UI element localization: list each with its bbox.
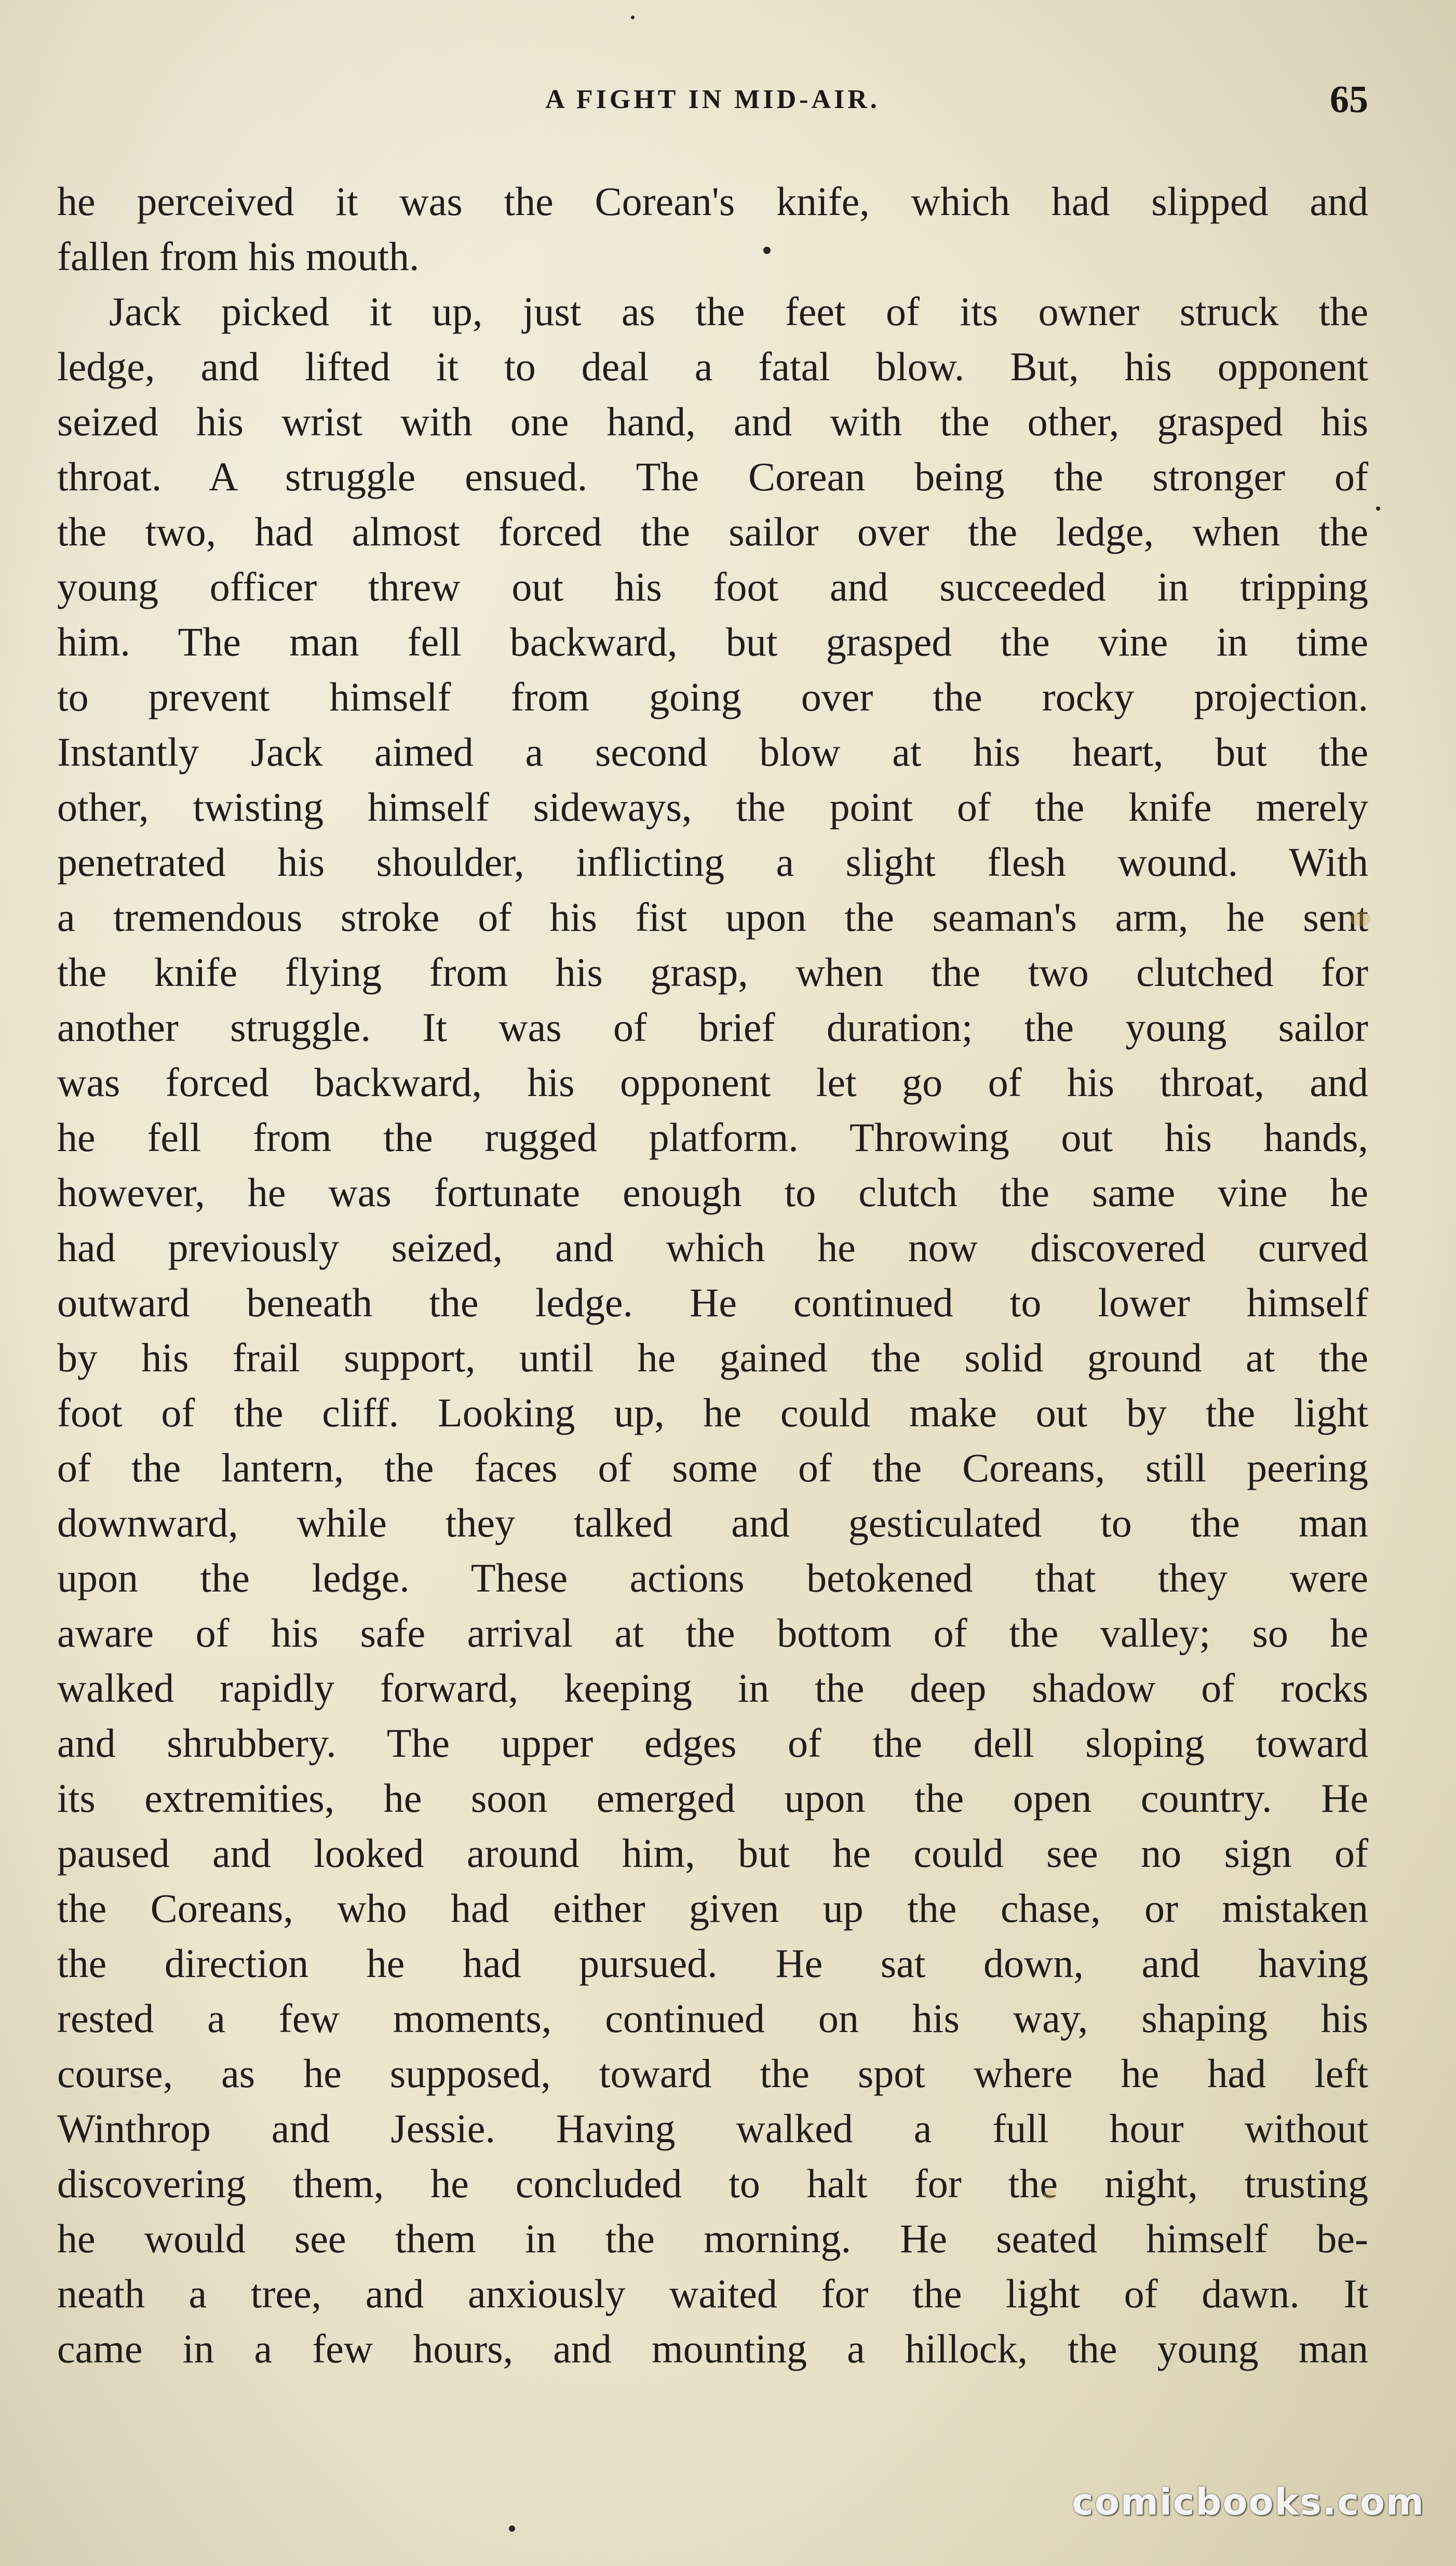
text-line: however, he was fortunate enough to clutch the same vine he <box>57 1170 1368 1215</box>
text-line: fallen from his mouth. <box>57 234 420 279</box>
text-line: walked rapidly forward, keeping in the deep shadow of rocks <box>57 1665 1368 1710</box>
text-line: Winthrop and Jessie. Having walked a full hour without <box>57 2106 1368 2151</box>
text-line: neath a tree, and anxiously waited for the light of dawn. It <box>57 2271 1368 2316</box>
text-line: another struggle. It was of brief duration; the young sailor <box>57 1005 1368 1050</box>
paper-speck <box>1376 506 1380 511</box>
text-line: a tremendous stroke of his fist upon the seaman's arm, he sent <box>57 894 1368 940</box>
paper-foxing <box>1044 2189 1056 2200</box>
text-line: him. The man fell backward, but grasped the vine in time <box>57 619 1368 664</box>
site-watermark: comicbooks.com <box>1072 2481 1425 2523</box>
running-title: A FIGHT IN MID-AIR. <box>545 85 880 114</box>
text-line: rested a few moments, continued on his way, shaping his <box>57 1996 1368 2041</box>
text-line: the Coreans, who had either given up the chase, or mistaken <box>57 1886 1368 1931</box>
paper-speck <box>509 2525 515 2532</box>
text-line: of the lantern, the faces of some of the Coreans, still peering <box>57 1445 1368 1490</box>
text-line: paused and looked around him, but he could see no sign of <box>57 1830 1368 1876</box>
body-text <box>57 174 1368 2376</box>
text-line: discovering them, he concluded to halt for the night, trusting <box>57 2161 1368 2206</box>
text-line: ledge, and lifted it to deal a fatal blow. But, his opponent <box>57 344 1368 389</box>
running-head <box>57 74 1368 131</box>
text-line: to prevent himself from going over the rocky projection. <box>57 674 1368 719</box>
text-line: foot of the cliff. Looking up, he could make out by the light <box>57 1390 1368 1435</box>
text-line: and shrubbery. The upper edges of the dell sloping toward <box>57 1720 1368 1766</box>
text-line: he fell from the rugged platform. Throwing out his hands, <box>57 1115 1368 1160</box>
paper-speck <box>763 247 771 254</box>
text-line: penetrated his shoulder, inflicting a slight flesh wound. With <box>57 839 1368 885</box>
text-line: the knife flying from his grasp, when the two clutched for <box>57 950 1368 995</box>
text-line: its extremities, he soon emerged upon the open country. He <box>57 1775 1368 1821</box>
text-line: by his frail support, until he gained the solid ground at the <box>57 1335 1368 1380</box>
text-line: seized his wrist with one hand, and with the other, grasped his <box>57 399 1368 444</box>
page-number: 65 <box>1330 78 1368 121</box>
text-line: young officer threw out his foot and succeeded in tripping <box>57 564 1368 609</box>
text-line: upon the ledge. These actions betokened that they were <box>57 1555 1368 1600</box>
text-line: Jack picked it up, just as the feet of its owner struck the <box>109 289 1368 334</box>
text-line: throat. A struggle ensued. The Corean being the stronger of <box>57 454 1368 499</box>
text-line: he perceived it was the Corean's knife, which had slipped and <box>57 179 1368 224</box>
text-line: came in a few hours, and mounting a hillock, the young man <box>57 2326 1368 2371</box>
text-line: downward, while they talked and gesticulated to the man <box>57 1500 1368 1545</box>
text-line: aware of his safe arrival at the bottom of the valley; so he <box>57 1610 1368 1655</box>
text-line: course, as he supposed, toward the spot where he had left <box>57 2051 1368 2096</box>
paper-speck <box>631 16 635 19</box>
text-line: was forced backward, his opponent let go of his throat, and <box>57 1060 1368 1105</box>
text-line: the direction he had pursued. He sat down, and having <box>57 1941 1368 1986</box>
text-line: had previously seized, and which he now discovered curved <box>57 1225 1368 1270</box>
text-line: the two, had almost forced the sailor over the ledge, when the <box>57 509 1368 554</box>
text-line: he would see them in the morning. He seated himself be- <box>57 2216 1368 2261</box>
text-line: outward beneath the ledge. He continued to lower himself <box>57 1280 1368 1325</box>
paper-foxing <box>1350 912 1371 926</box>
text-line: Instantly Jack aimed a second blow at his heart, but the <box>57 729 1368 774</box>
text-line: other, twisting himself sideways, the point of the knife merely <box>57 784 1368 830</box>
